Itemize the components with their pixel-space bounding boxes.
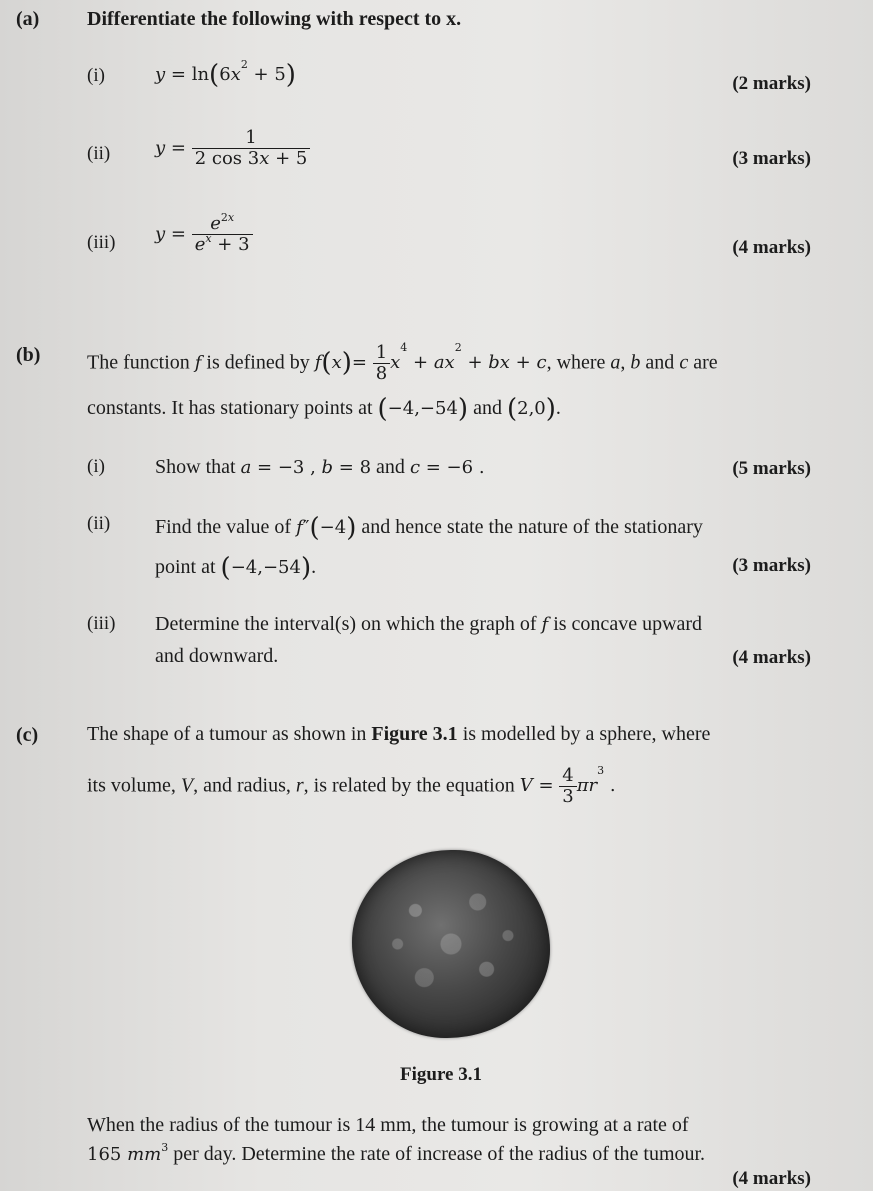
- part-c-question-line1: When the radius of the tumour is 14 mm, the tumour is growing at a rate of: [87, 1114, 689, 1136]
- equation-a-ii: y = $\frac{1}{2 \cos 3x + 5}$: [155, 128, 310, 169]
- part-b-i-text: Show that a = −3 , b = 8 and c = −6 .: [155, 456, 485, 478]
- figure-caption: Figure 3.1: [400, 1064, 482, 1085]
- part-b-label: (b): [16, 344, 41, 366]
- part-a-i-label: (i): [87, 65, 105, 86]
- part-c-line2: its volume, V, and radius, r, is related by the equation V = $\frac{4}{3}$ $\pi r^3$ .: [87, 764, 616, 807]
- part-c-line1: The shape of a tumour as shown in Figure 3.1 is modelled by a sphere, where: [87, 723, 711, 745]
- equation-a-i: $y = \ln(6x^2 + 5)$: [155, 58, 296, 90]
- part-a-ii-label: (ii): [87, 143, 111, 164]
- part-c-marks: (4 marks): [732, 1168, 811, 1189]
- part-a-iii-marks: (4 marks): [732, 237, 811, 258]
- part-b-ii-text-line2: point at (−4,−54).: [155, 553, 317, 583]
- equation-a-iii: y = $\frac{e^{2x}}{e^x + 3}$: [155, 214, 253, 255]
- part-b-ii-text: Find the value of f″(−4) and hence state the nature of the stationary: [155, 513, 703, 543]
- tumour-image: [352, 850, 550, 1038]
- part-b-ii-marks: (3 marks): [732, 555, 811, 576]
- part-a-i-marks: (2 marks): [732, 73, 811, 94]
- part-b-iii-text-line2: and downward.: [155, 645, 279, 667]
- part-a-ii-marks: (3 marks): [732, 148, 811, 169]
- part-b-ii-label: (ii): [87, 513, 111, 534]
- part-b-intro: The function f is defined by f(x)= $\frac{1}{8}$ $x^4 + ax^2$ + bx + c, where a, b and c are: [87, 341, 718, 384]
- part-c-question-line2: 165 $mm^3$ per day. Determine the rate of increase of the radius of the tumour.: [87, 1141, 706, 1165]
- part-b-iii-label: (iii): [87, 613, 116, 634]
- part-a-iii-label: (iii): [87, 232, 116, 253]
- part-b-iii-text: Determine the interval(s) on which the graph of f is concave upward: [155, 613, 703, 635]
- part-a-instruction: Differentiate the following with respect to x.: [87, 8, 462, 30]
- part-c-label: (c): [16, 724, 39, 746]
- part-a-label: (a): [16, 8, 40, 30]
- part-b-i-marks: (5 marks): [732, 458, 811, 479]
- part-b-i-label: (i): [87, 456, 105, 477]
- part-b-line2: constants. It has stationary points at (−4,−54) and (2,0).: [87, 394, 561, 424]
- part-b-iii-marks: (4 marks): [732, 647, 811, 668]
